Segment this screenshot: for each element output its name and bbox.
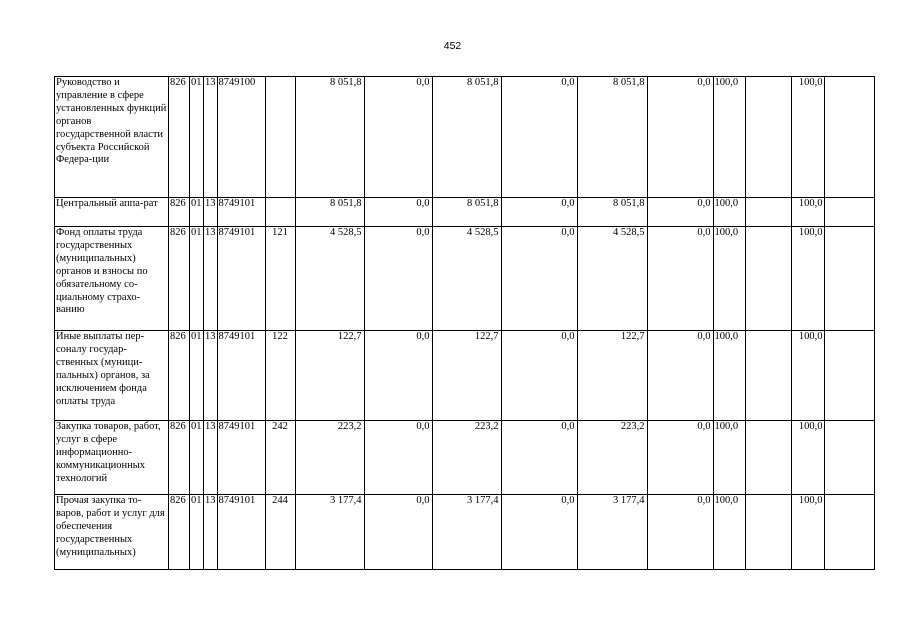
plan-value: 122,7	[295, 331, 364, 421]
section-code: 01	[190, 495, 204, 570]
section-code: 01	[190, 331, 204, 421]
expense-type-code: 121	[265, 227, 295, 331]
plan-subvention-value: 0,0	[364, 331, 432, 421]
refined-plan-value: 3 177,4	[432, 495, 501, 570]
subsection-code: 13	[204, 198, 218, 227]
percent-last	[824, 227, 874, 331]
percent-last	[824, 331, 874, 421]
plan-value: 3 177,4	[295, 495, 364, 570]
percent-last	[824, 77, 874, 198]
percent-total: 100,0	[713, 421, 745, 495]
actual-value: 8 051,8	[577, 77, 647, 198]
refined-subvention-value: 0,0	[501, 198, 577, 227]
ved-code: 826	[169, 495, 190, 570]
percent-total: 100,0	[713, 495, 745, 570]
percent-refined: 100,0	[791, 77, 824, 198]
page-number: 452	[443, 40, 462, 52]
percent-subvention	[745, 227, 791, 331]
table-row	[55, 495, 875, 570]
actual-value: 3 177,4	[577, 495, 647, 570]
percent-subvention	[745, 77, 791, 198]
plan-subvention-value: 0,0	[364, 198, 432, 227]
ved-code: 826	[169, 77, 190, 198]
percent-refined: 100,0	[791, 198, 824, 227]
section-code: 01	[190, 421, 204, 495]
row-name: Руководство и управление в сфере установленных функций органов государственной власти субъекта Российской Федера-ции	[55, 77, 169, 198]
actual-value: 8 051,8	[577, 198, 647, 227]
ved-code: 826	[169, 198, 190, 227]
actual-value: 223,2	[577, 421, 647, 495]
percent-last	[824, 495, 874, 570]
refined-subvention-value: 0,0	[501, 331, 577, 421]
refined-subvention-value: 0,0	[501, 495, 577, 570]
actual-value: 4 528,5	[577, 227, 647, 331]
percent-refined: 100,0	[791, 331, 824, 421]
subsection-code: 13	[204, 227, 218, 331]
row-name: Прочая закупка то-варов, работ и услуг для обеспечения государственных (муниципальных)	[55, 495, 169, 570]
refined-plan-value: 4 528,5	[432, 227, 501, 331]
table-row	[55, 331, 875, 421]
refined-subvention-value: 0,0	[501, 77, 577, 198]
plan-value: 8 051,8	[295, 198, 364, 227]
refined-plan-value: 122,7	[432, 331, 501, 421]
expense-type-code: 242	[265, 421, 295, 495]
percent-last	[824, 421, 874, 495]
plan-subvention-value: 0,0	[364, 421, 432, 495]
table-row	[55, 77, 875, 198]
refined-plan-value: 8 051,8	[432, 198, 501, 227]
percent-refined: 100,0	[791, 227, 824, 331]
target-article-code: 8749101	[217, 331, 265, 421]
plan-value: 223,2	[295, 421, 364, 495]
budget-table	[54, 76, 875, 570]
ved-code: 826	[169, 227, 190, 331]
plan-subvention-value: 0,0	[364, 227, 432, 331]
subsection-code: 13	[204, 331, 218, 421]
actual-value: 122,7	[577, 331, 647, 421]
actual-subvention-value: 0,0	[647, 495, 713, 570]
section-code: 01	[190, 198, 204, 227]
percent-total: 100,0	[713, 77, 745, 198]
section-code: 01	[190, 77, 204, 198]
plan-value: 8 051,8	[295, 77, 364, 198]
refined-subvention-value: 0,0	[501, 227, 577, 331]
refined-plan-value: 8 051,8	[432, 77, 501, 198]
table-row	[55, 421, 875, 495]
actual-subvention-value: 0,0	[647, 227, 713, 331]
ved-code: 826	[169, 421, 190, 495]
target-article-code: 8749100	[217, 77, 265, 198]
row-name: Центральный аппа-рат	[55, 198, 169, 227]
target-article-code: 8749101	[217, 495, 265, 570]
refined-plan-value: 223,2	[432, 421, 501, 495]
expense-type-code: 244	[265, 495, 295, 570]
refined-subvention-value: 0,0	[501, 421, 577, 495]
expense-type-code: 122	[265, 331, 295, 421]
section-code: 01	[190, 227, 204, 331]
percent-total: 100,0	[713, 331, 745, 421]
plan-value: 4 528,5	[295, 227, 364, 331]
percent-subvention	[745, 331, 791, 421]
subsection-code: 13	[204, 421, 218, 495]
percent-refined: 100,0	[791, 495, 824, 570]
percent-subvention	[745, 495, 791, 570]
plan-subvention-value: 0,0	[364, 77, 432, 198]
row-name: Иные выплаты пер-соналу государ-ственных (муници-пальных) органов, за исключением фонда оплаты труда	[55, 331, 169, 421]
percent-last	[824, 198, 874, 227]
actual-subvention-value: 0,0	[647, 198, 713, 227]
percent-subvention	[745, 421, 791, 495]
actual-subvention-value: 0,0	[647, 77, 713, 198]
expense-type-code	[265, 198, 295, 227]
row-name: Фонд оплаты труда государственных (муниципальных) органов и взносы по обязательному со-циальному страхо-ванию	[55, 227, 169, 331]
percent-total: 100,0	[713, 198, 745, 227]
actual-subvention-value: 0,0	[647, 331, 713, 421]
target-article-code: 8749101	[217, 227, 265, 331]
table-row	[55, 227, 875, 331]
row-name: Закупка товаров, работ, услуг в сфере информационно-коммуникационных технологий	[55, 421, 169, 495]
actual-subvention-value: 0,0	[647, 421, 713, 495]
percent-refined: 100,0	[791, 421, 824, 495]
percent-subvention	[745, 198, 791, 227]
table-row	[55, 198, 875, 227]
percent-total: 100,0	[713, 227, 745, 331]
subsection-code: 13	[204, 77, 218, 198]
target-article-code: 8749101	[217, 421, 265, 495]
expense-type-code	[265, 77, 295, 198]
ved-code: 826	[169, 331, 190, 421]
target-article-code: 8749101	[217, 198, 265, 227]
plan-subvention-value: 0,0	[364, 495, 432, 570]
subsection-code: 13	[204, 495, 218, 570]
